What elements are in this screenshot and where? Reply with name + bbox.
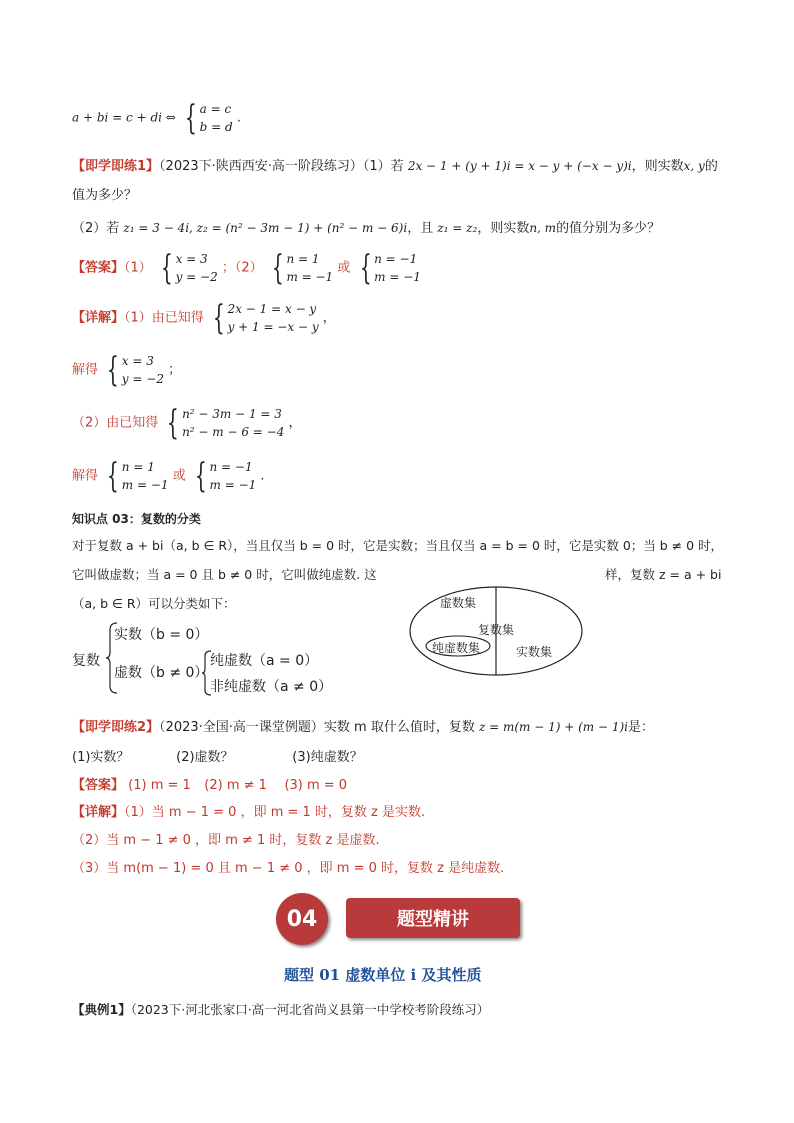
section-title: 题型 01 虚数单位 i 及其性质 — [284, 966, 482, 984]
ex1-detail-1: 【详解】（1）由已知得 { 2x − 1 = x − y y + 1 = −x − y ， — [72, 298, 336, 338]
ex2-tag: 【即学即练2】 — [72, 720, 160, 735]
kp03-line1: 对于复数 a + bi（a, b ∈ R），当且仅当 b = 0 时，它是实数；当且仅当 a = b = 0 时，它是实数 0；当 b ≠ 0 时， — [72, 538, 724, 553]
ex1-line2: 值为多少？ — [72, 188, 138, 203]
answer-tag: 【答案】 — [72, 260, 125, 276]
example1-line — [72, 1000, 489, 1018]
ex1-line1: 【即学即练1】（2023下·陕西西安·高一阶段练习）（1）若 2x − 1 + (y + 1)i = x − y + (−x − y)i，则实数x, y的 — [72, 159, 718, 174]
ex2-detail-3: （3）当 m(m − 1) = 0 且 m − 1 ≠ 0 ，即 m = 0 时，复数 z 是纯虚数. — [72, 861, 505, 876]
ex2-options: (1)实数？ (2)虚数？ (3)纯虚数？ — [72, 750, 363, 765]
ex1-solve-2: 解得 { n = 1 m = −1 或 { n = −1 m = −1 . — [72, 456, 265, 496]
ex1-answer: 【答案】（1） { x = 3 y = −2 ；（2） { n = 1 m = −1 或 { n = −1 m = −1 — [72, 248, 421, 288]
ex1-q2: （2）若 z₁ = 3 − 4i, z₂ = (n² − 3m − 1) + (n² − m − 6)i，且 z₁ = z₂，则实数n, m的值分别为多少？ — [72, 221, 661, 236]
example1-tag: 【典例1】 — [72, 1002, 131, 1017]
classification-tree — [72, 620, 352, 700]
venn-label-real: 实数集 — [516, 645, 553, 659]
ex2-formula: z = m(m − 1) + (m − 1)i — [478, 720, 629, 734]
ex2-answer: 【答案】 (1) m = 1 (2) m ≠ 1 (3) m = 0 — [72, 778, 348, 793]
detail-tag: 【详解】 — [72, 310, 125, 326]
ex2-detail-2: （2）当 m − 1 ≠ 0 ，即 m ≠ 1 时，复数 z 是虚数. — [72, 833, 380, 848]
venn-label-imag: 虚数集 — [440, 596, 477, 610]
ex1-q1-formula: 2x − 1 + (y + 1)i = x − y + (−x − y)i — [407, 159, 632, 173]
top-formula: a + bi = c + di ⇔ { a = c b = d . — [72, 98, 241, 138]
venn-label-complex: 复数集 — [478, 623, 515, 637]
cls-pure: 纯虚数（a = 0） — [210, 653, 319, 669]
kp03-line2b: 样，复数 z = a + bi — [605, 567, 722, 582]
formula-brace: { a = c b = d — [184, 98, 233, 138]
venn-label-pure: 纯虚数集 — [432, 641, 481, 655]
kp03-line3: （a, b ∈ R）可以分类如下： — [72, 596, 236, 611]
cls-nonpure: 非纯虚数（a ≠ 0） — [210, 679, 333, 695]
example1-source: （2023下·河北张家口·高一河北省尚义县第一中学校考阶段练习） — [130, 1002, 490, 1017]
ex1-source: （2023下·陕西西安·高一阶段练习） — [159, 159, 363, 174]
kp03-title: 知识点 03：复数的分类 — [72, 512, 201, 526]
ex2-question: 【即学即练2】（2023·全国·高一课堂例题）实数 m 取什么值时，复数 z = m(m − 1) + (m − 1)i是： — [72, 720, 655, 735]
ex1-detail-2: （2）由已知得 { n² − 3m − 1 = 3 n² − m − 6 = −4 ， — [72, 403, 302, 443]
ex1-solve-1: 解得 { x = 3 y = −2 ； — [72, 350, 182, 390]
cls-imag: 虚数（b ≠ 0） — [114, 665, 209, 681]
kp03-line2a: 它叫做虚数；当 a = 0 且 b ≠ 0 时，它叫做纯虚数. 这 — [72, 567, 377, 582]
banner-number: 04 — [276, 893, 328, 945]
ex1-q2-formula: z₁ = 3 − 4i, z₂ = (n² − 3m − 1) + (n² − m − 6)i — [123, 221, 408, 235]
formula-lhs: a + bi = c + di ⇔ — [72, 110, 176, 125]
ex2-source: （2023·全国·高一课堂例题） — [159, 720, 324, 735]
cls-real: 实数（b = 0） — [114, 627, 209, 643]
ex2-detail-1: 【详解】（1）当 m − 1 = 0 ，即 m = 1 时，复数 z 是实数. — [72, 805, 426, 820]
banner-label: 题型精讲 — [346, 898, 520, 938]
ex1-tag: 【即学即练1】 — [72, 159, 160, 174]
cls-root: 复数 — [72, 653, 100, 669]
